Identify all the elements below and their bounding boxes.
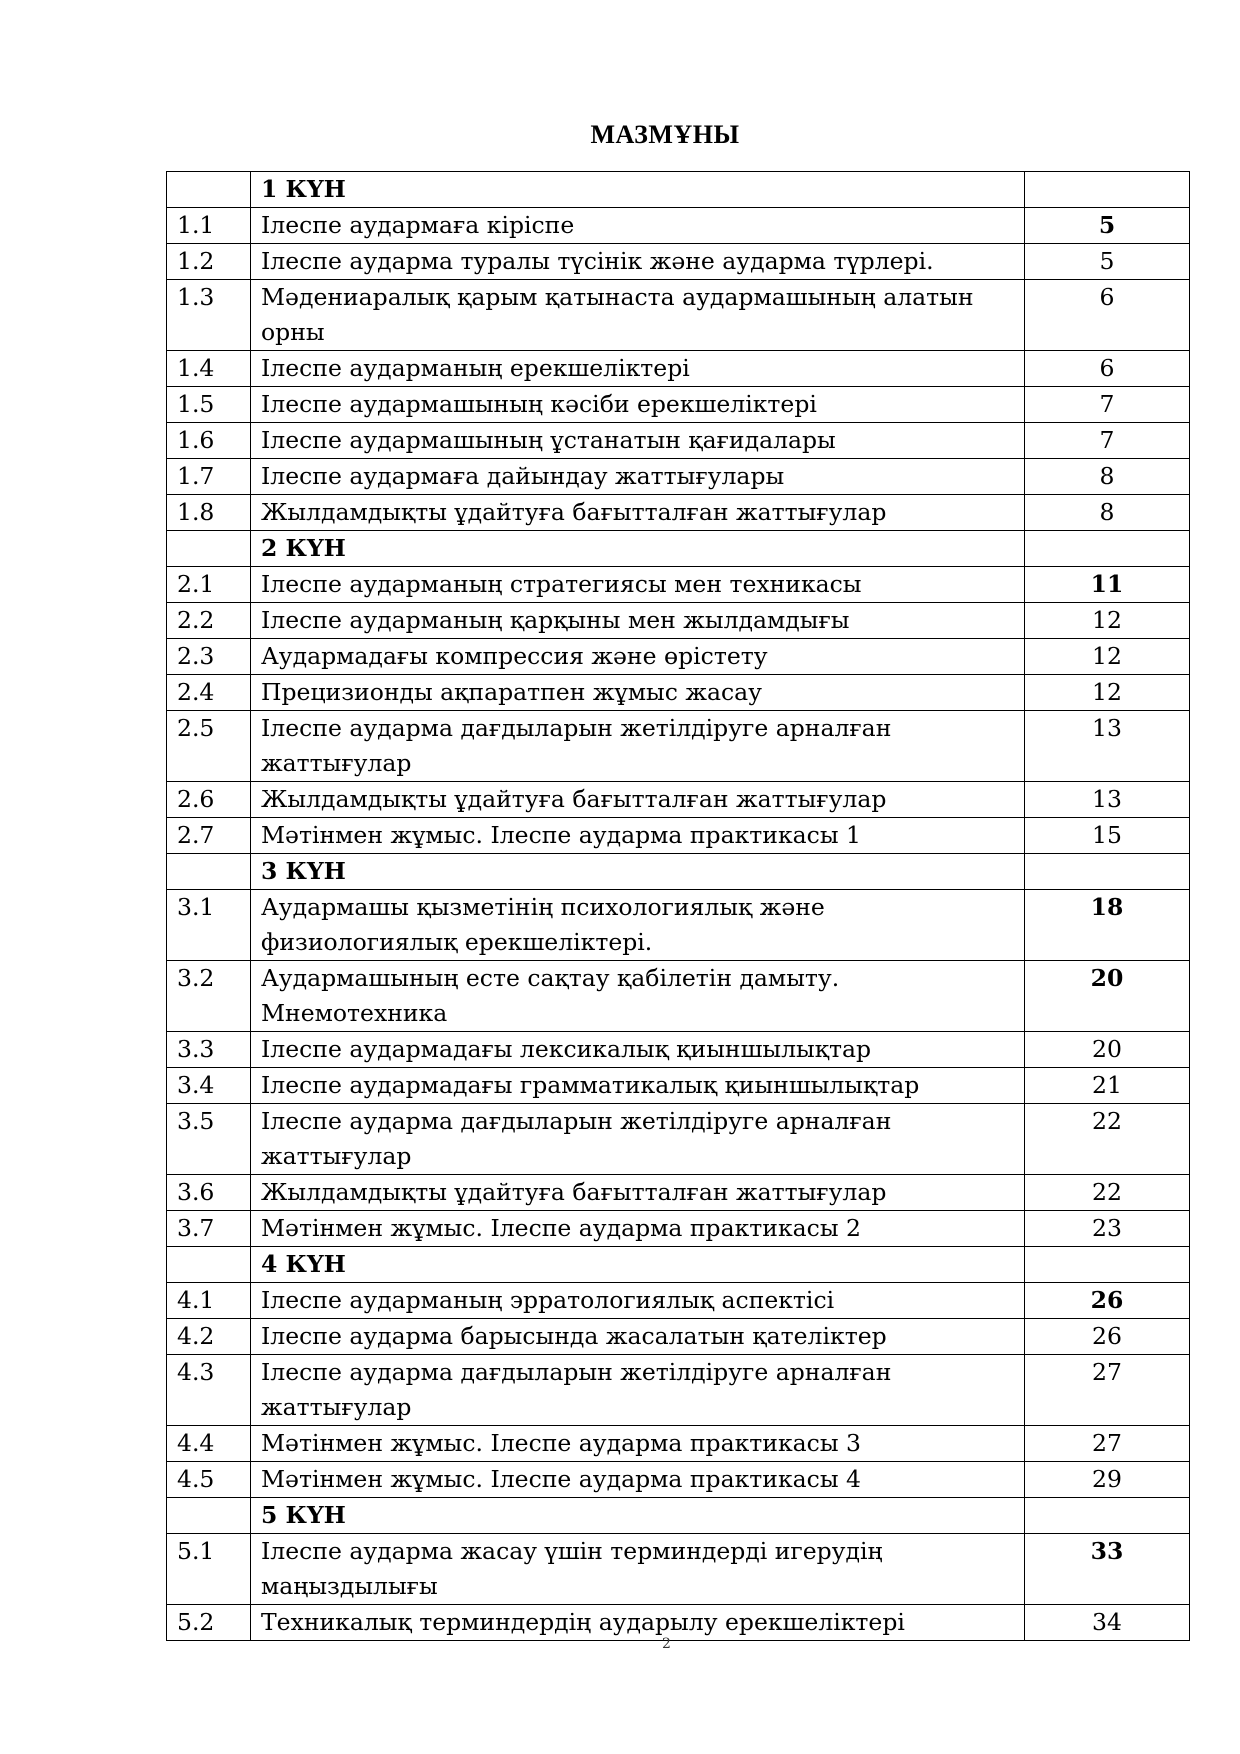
- section-number: 3.5: [167, 1104, 251, 1175]
- page-number-cell: 27: [1025, 1426, 1190, 1462]
- day-page-cell: [1025, 172, 1190, 208]
- contents-table-body: [167, 172, 1190, 1641]
- table-row: [167, 1355, 1190, 1426]
- section-title: Аудармашының есте сақтау қабілетін дамыту. Мнемотехника: [251, 961, 1025, 1032]
- section-title: Ілеспе аударманың қарқыны мен жылдамдығы: [251, 603, 1025, 639]
- page-number-cell: 7: [1025, 423, 1190, 459]
- table-row: [167, 1426, 1190, 1462]
- page-number-cell: 26: [1025, 1283, 1190, 1319]
- table-row: [167, 782, 1190, 818]
- page-number-cell: 11: [1025, 567, 1190, 603]
- page-number-cell: 18: [1025, 890, 1190, 961]
- table-row: [167, 1319, 1190, 1355]
- section-number: 1.2: [167, 244, 251, 280]
- table-row: [167, 711, 1190, 782]
- table-row: [167, 423, 1190, 459]
- table-row: [167, 639, 1190, 675]
- section-number: 2.6: [167, 782, 251, 818]
- table-row: [167, 1175, 1190, 1211]
- section-number: 3.4: [167, 1068, 251, 1104]
- section-number: 4.1: [167, 1283, 251, 1319]
- day-page-cell: [1025, 1498, 1190, 1534]
- page-number-cell: 6: [1025, 351, 1190, 387]
- table-row: [167, 1032, 1190, 1068]
- day-heading-row: [167, 1247, 1190, 1283]
- section-number: 2.5: [167, 711, 251, 782]
- page-number-cell: 33: [1025, 1534, 1190, 1605]
- page-number-cell: 21: [1025, 1068, 1190, 1104]
- section-number: 3.7: [167, 1211, 251, 1247]
- page-number-cell: 5: [1025, 244, 1190, 280]
- table-row: [167, 961, 1190, 1032]
- table-row: [167, 1104, 1190, 1175]
- table-row: [167, 1068, 1190, 1104]
- section-number: 4.4: [167, 1426, 251, 1462]
- day-heading: 1 КҮН: [251, 172, 1025, 208]
- section-title: Мәтінмен жұмыс. Ілеспе аударма практикасы 4: [251, 1462, 1025, 1498]
- section-number: 3.3: [167, 1032, 251, 1068]
- day-page-cell: [1025, 854, 1190, 890]
- section-title: Мәтінмен жұмыс. Ілеспе аударма практикасы 2: [251, 1211, 1025, 1247]
- section-title: Ілеспе аударманың ерекшеліктері: [251, 351, 1025, 387]
- section-title: Мәтінмен жұмыс. Ілеспе аударма практикасы 1: [251, 818, 1025, 854]
- day-heading-row: [167, 531, 1190, 567]
- section-number: 4.3: [167, 1355, 251, 1426]
- page-number-cell: 5: [1025, 208, 1190, 244]
- table-row: [167, 1534, 1190, 1605]
- page-number-cell: 34: [1025, 1605, 1190, 1641]
- page-number-cell: 7: [1025, 387, 1190, 423]
- page-number-cell: 13: [1025, 782, 1190, 818]
- page-number-cell: 29: [1025, 1462, 1190, 1498]
- page-number-cell: 6: [1025, 280, 1190, 351]
- section-number: 3.2: [167, 961, 251, 1032]
- section-number: 2.7: [167, 818, 251, 854]
- section-title: Аудармадағы компрессия және өрістету: [251, 639, 1025, 675]
- section-title: Ілеспе аудармашының ұстанатын қағидалары: [251, 423, 1025, 459]
- day-page-cell: [1025, 1247, 1190, 1283]
- section-number: 5.2: [167, 1605, 251, 1641]
- table-row: [167, 890, 1190, 961]
- section-title: Техникалық терминдердің аударылу ерекшеліктері: [251, 1605, 1025, 1641]
- table-row: [167, 459, 1190, 495]
- page-number-cell: 27: [1025, 1355, 1190, 1426]
- page-number: 2: [662, 1636, 671, 1652]
- page-number-cell: 8: [1025, 459, 1190, 495]
- section-number: 1.6: [167, 423, 251, 459]
- day-number-cell: [167, 172, 251, 208]
- contents-table: [166, 171, 1190, 1641]
- section-number: 1.5: [167, 387, 251, 423]
- page-number-cell: 13: [1025, 711, 1190, 782]
- day-heading: 3 КҮН: [251, 854, 1025, 890]
- section-number: 4.2: [167, 1319, 251, 1355]
- day-number-cell: [167, 531, 251, 567]
- section-number: 1.7: [167, 459, 251, 495]
- page-number-cell: 26: [1025, 1319, 1190, 1355]
- section-number: 2.3: [167, 639, 251, 675]
- table-row: [167, 280, 1190, 351]
- section-number: 1.1: [167, 208, 251, 244]
- page-title: МАЗМҰНЫ: [590, 120, 740, 149]
- table-row: [167, 387, 1190, 423]
- section-number: 3.6: [167, 1175, 251, 1211]
- table-row: [167, 1462, 1190, 1498]
- day-heading-row: [167, 854, 1190, 890]
- section-title: Ілеспе аудармаға кіріспе: [251, 208, 1025, 244]
- table-row: [167, 1283, 1190, 1319]
- table-row: [167, 244, 1190, 280]
- section-title: Ілеспе аударма жасау үшін терминдерді игерудің маңыздылығы: [251, 1534, 1025, 1605]
- section-title: Мәдениаралық қарым қатынаста аудармашының алатын орны: [251, 280, 1025, 351]
- day-heading-row: [167, 172, 1190, 208]
- table-row: [167, 818, 1190, 854]
- page-number-cell: 20: [1025, 961, 1190, 1032]
- page-number-cell: 20: [1025, 1032, 1190, 1068]
- section-title: Ілеспе аударма дағдыларын жетілдіруге арналған жаттығулар: [251, 1355, 1025, 1426]
- section-number: 1.8: [167, 495, 251, 531]
- table-row: [167, 567, 1190, 603]
- section-title: Мәтінмен жұмыс. Ілеспе аударма практикасы 3: [251, 1426, 1025, 1462]
- table-row: [167, 351, 1190, 387]
- page-number-cell: 12: [1025, 639, 1190, 675]
- table-row: [167, 1605, 1190, 1641]
- section-title: Ілеспе аударманың эрратологиялық аспектісі: [251, 1283, 1025, 1319]
- section-number: 5.1: [167, 1534, 251, 1605]
- page-number-cell: 8: [1025, 495, 1190, 531]
- section-title: Ілеспе аудармадағы грамматикалық қиыншылықтар: [251, 1068, 1025, 1104]
- section-title: Ілеспе аударма дағдыларын жетілдіруге арналған жаттығулар: [251, 711, 1025, 782]
- section-title: Жылдамдықты ұдайтуға бағытталған жаттығулар: [251, 495, 1025, 531]
- table-row: [167, 208, 1190, 244]
- section-number: 1.3: [167, 280, 251, 351]
- page-number-cell: 23: [1025, 1211, 1190, 1247]
- day-number-cell: [167, 1247, 251, 1283]
- section-title: Жылдамдықты ұдайтуға бағытталған жаттығулар: [251, 1175, 1025, 1211]
- table-row: [167, 603, 1190, 639]
- table-row: [167, 675, 1190, 711]
- section-title: Ілеспе аударма барысында жасалатын қателіктер: [251, 1319, 1025, 1355]
- section-number: 4.5: [167, 1462, 251, 1498]
- section-title: Ілеспе аудармадағы лексикалық қиыншылықтар: [251, 1032, 1025, 1068]
- section-title: Ілеспе аударманың стратегиясы мен техникасы: [251, 567, 1025, 603]
- section-title: Жылдамдықты ұдайтуға бағытталған жаттығулар: [251, 782, 1025, 818]
- section-number: 2.2: [167, 603, 251, 639]
- section-number: 2.1: [167, 567, 251, 603]
- day-heading: 5 КҮН: [251, 1498, 1025, 1534]
- day-number-cell: [167, 854, 251, 890]
- section-title: Ілеспе аудармаға дайындау жаттығулары: [251, 459, 1025, 495]
- table-row: [167, 1211, 1190, 1247]
- section-title: Прецизионды ақпаратпен жұмыс жасау: [251, 675, 1025, 711]
- section-title: Ілеспе аудармашының кәсіби ерекшеліктері: [251, 387, 1025, 423]
- day-page-cell: [1025, 531, 1190, 567]
- section-number: 3.1: [167, 890, 251, 961]
- section-number: 1.4: [167, 351, 251, 387]
- section-title: Ілеспе аударма туралы түсінік және аударма түрлері.: [251, 244, 1025, 280]
- table-row: [167, 495, 1190, 531]
- page-number-cell: 15: [1025, 818, 1190, 854]
- section-title: Ілеспе аударма дағдыларын жетілдіруге арналған жаттығулар: [251, 1104, 1025, 1175]
- day-heading-row: [167, 1498, 1190, 1534]
- section-title: Аудармашы қызметінің психологиялық және физиологиялық ерекшеліктері.: [251, 890, 1025, 961]
- day-heading: 2 КҮН: [251, 531, 1025, 567]
- page-number-cell: 22: [1025, 1104, 1190, 1175]
- section-number: 2.4: [167, 675, 251, 711]
- page-number-cell: 12: [1025, 603, 1190, 639]
- day-heading: 4 КҮН: [251, 1247, 1025, 1283]
- day-number-cell: [167, 1498, 251, 1534]
- page-number-cell: 22: [1025, 1175, 1190, 1211]
- page-number-cell: 12: [1025, 675, 1190, 711]
